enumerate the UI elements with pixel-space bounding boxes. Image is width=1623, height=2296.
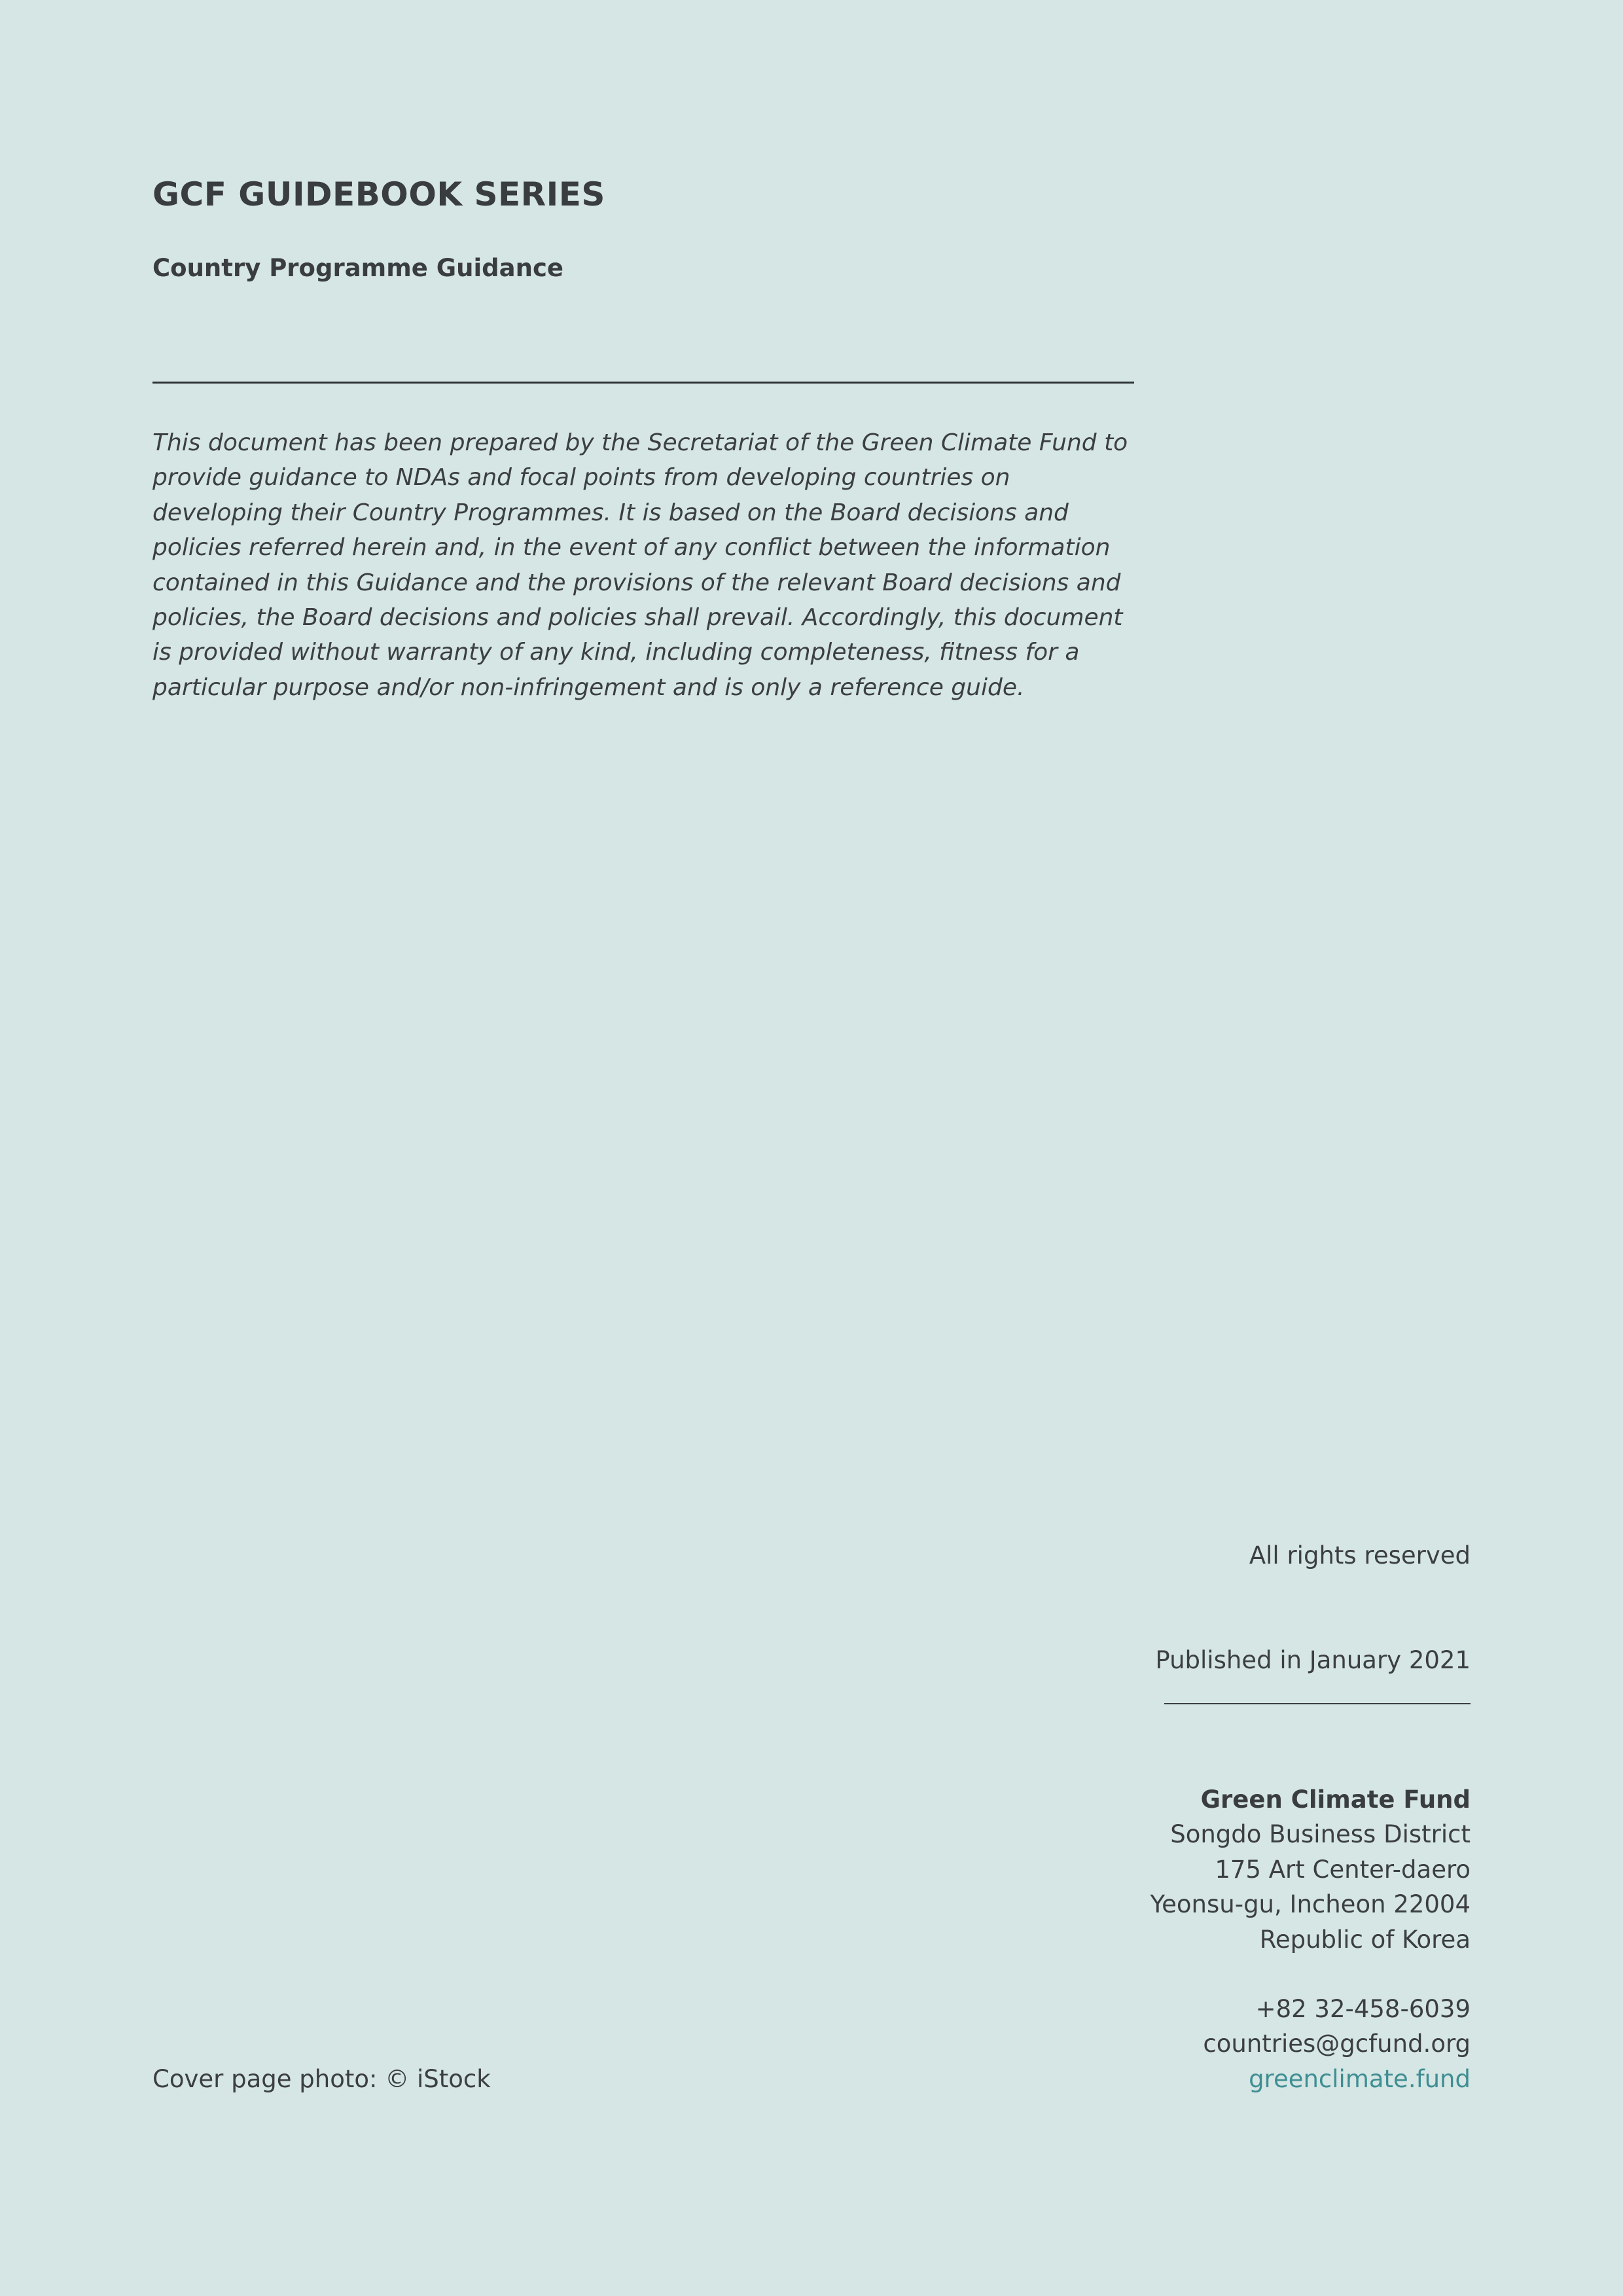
phone-number: +82 32-458-6039 — [1255, 1995, 1471, 2023]
rights-notice: All rights reserved — [1249, 1541, 1471, 1570]
publication-date: Published in January 2021 — [1155, 1646, 1471, 1674]
website-link[interactable]: greenclimate.fund — [1249, 2064, 1471, 2093]
address-line-1: Songdo Business District — [1170, 1820, 1471, 1849]
document-subtitle: Country Programme Guidance — [152, 254, 563, 282]
address-line-2: 175 Art Center-daero — [1215, 1855, 1471, 1884]
address-block — [1150, 1782, 1471, 1957]
email-address: countries@gcfund.org — [1203, 2030, 1471, 2058]
header-divider — [152, 382, 1134, 384]
address-line-4: Republic of Korea — [1259, 1925, 1471, 1954]
disclaimer-text: This document has been prepared by the Secretariat of the Green Climate Fund to provide guidance to NDAs and focal points from developing countries on developing their Country Programmes. It is based on the Board decisions and policies referred herein and, in the event of any conflict between the information contained in this Guidance and the provisions of the relevant Board decisions and policies, the Board decisions and policies shall prevail. Accordingly, this document is provided without warranty of any kind, including completeness, fitness for a particular purpose and/or non-infringement and is only a reference guide. — [152, 429, 1128, 701]
cover-photo-credit: Cover page photo: © iStock — [152, 2065, 491, 2093]
contact-block — [1203, 1992, 1471, 2096]
address-line-3: Yeonsu-gu, Incheon 22004 — [1150, 1890, 1471, 1919]
organization-name: Green Climate Fund — [1200, 1785, 1471, 1814]
series-title: GCF GUIDEBOOK SERIES — [152, 175, 605, 213]
publication-divider — [1164, 1703, 1471, 1704]
